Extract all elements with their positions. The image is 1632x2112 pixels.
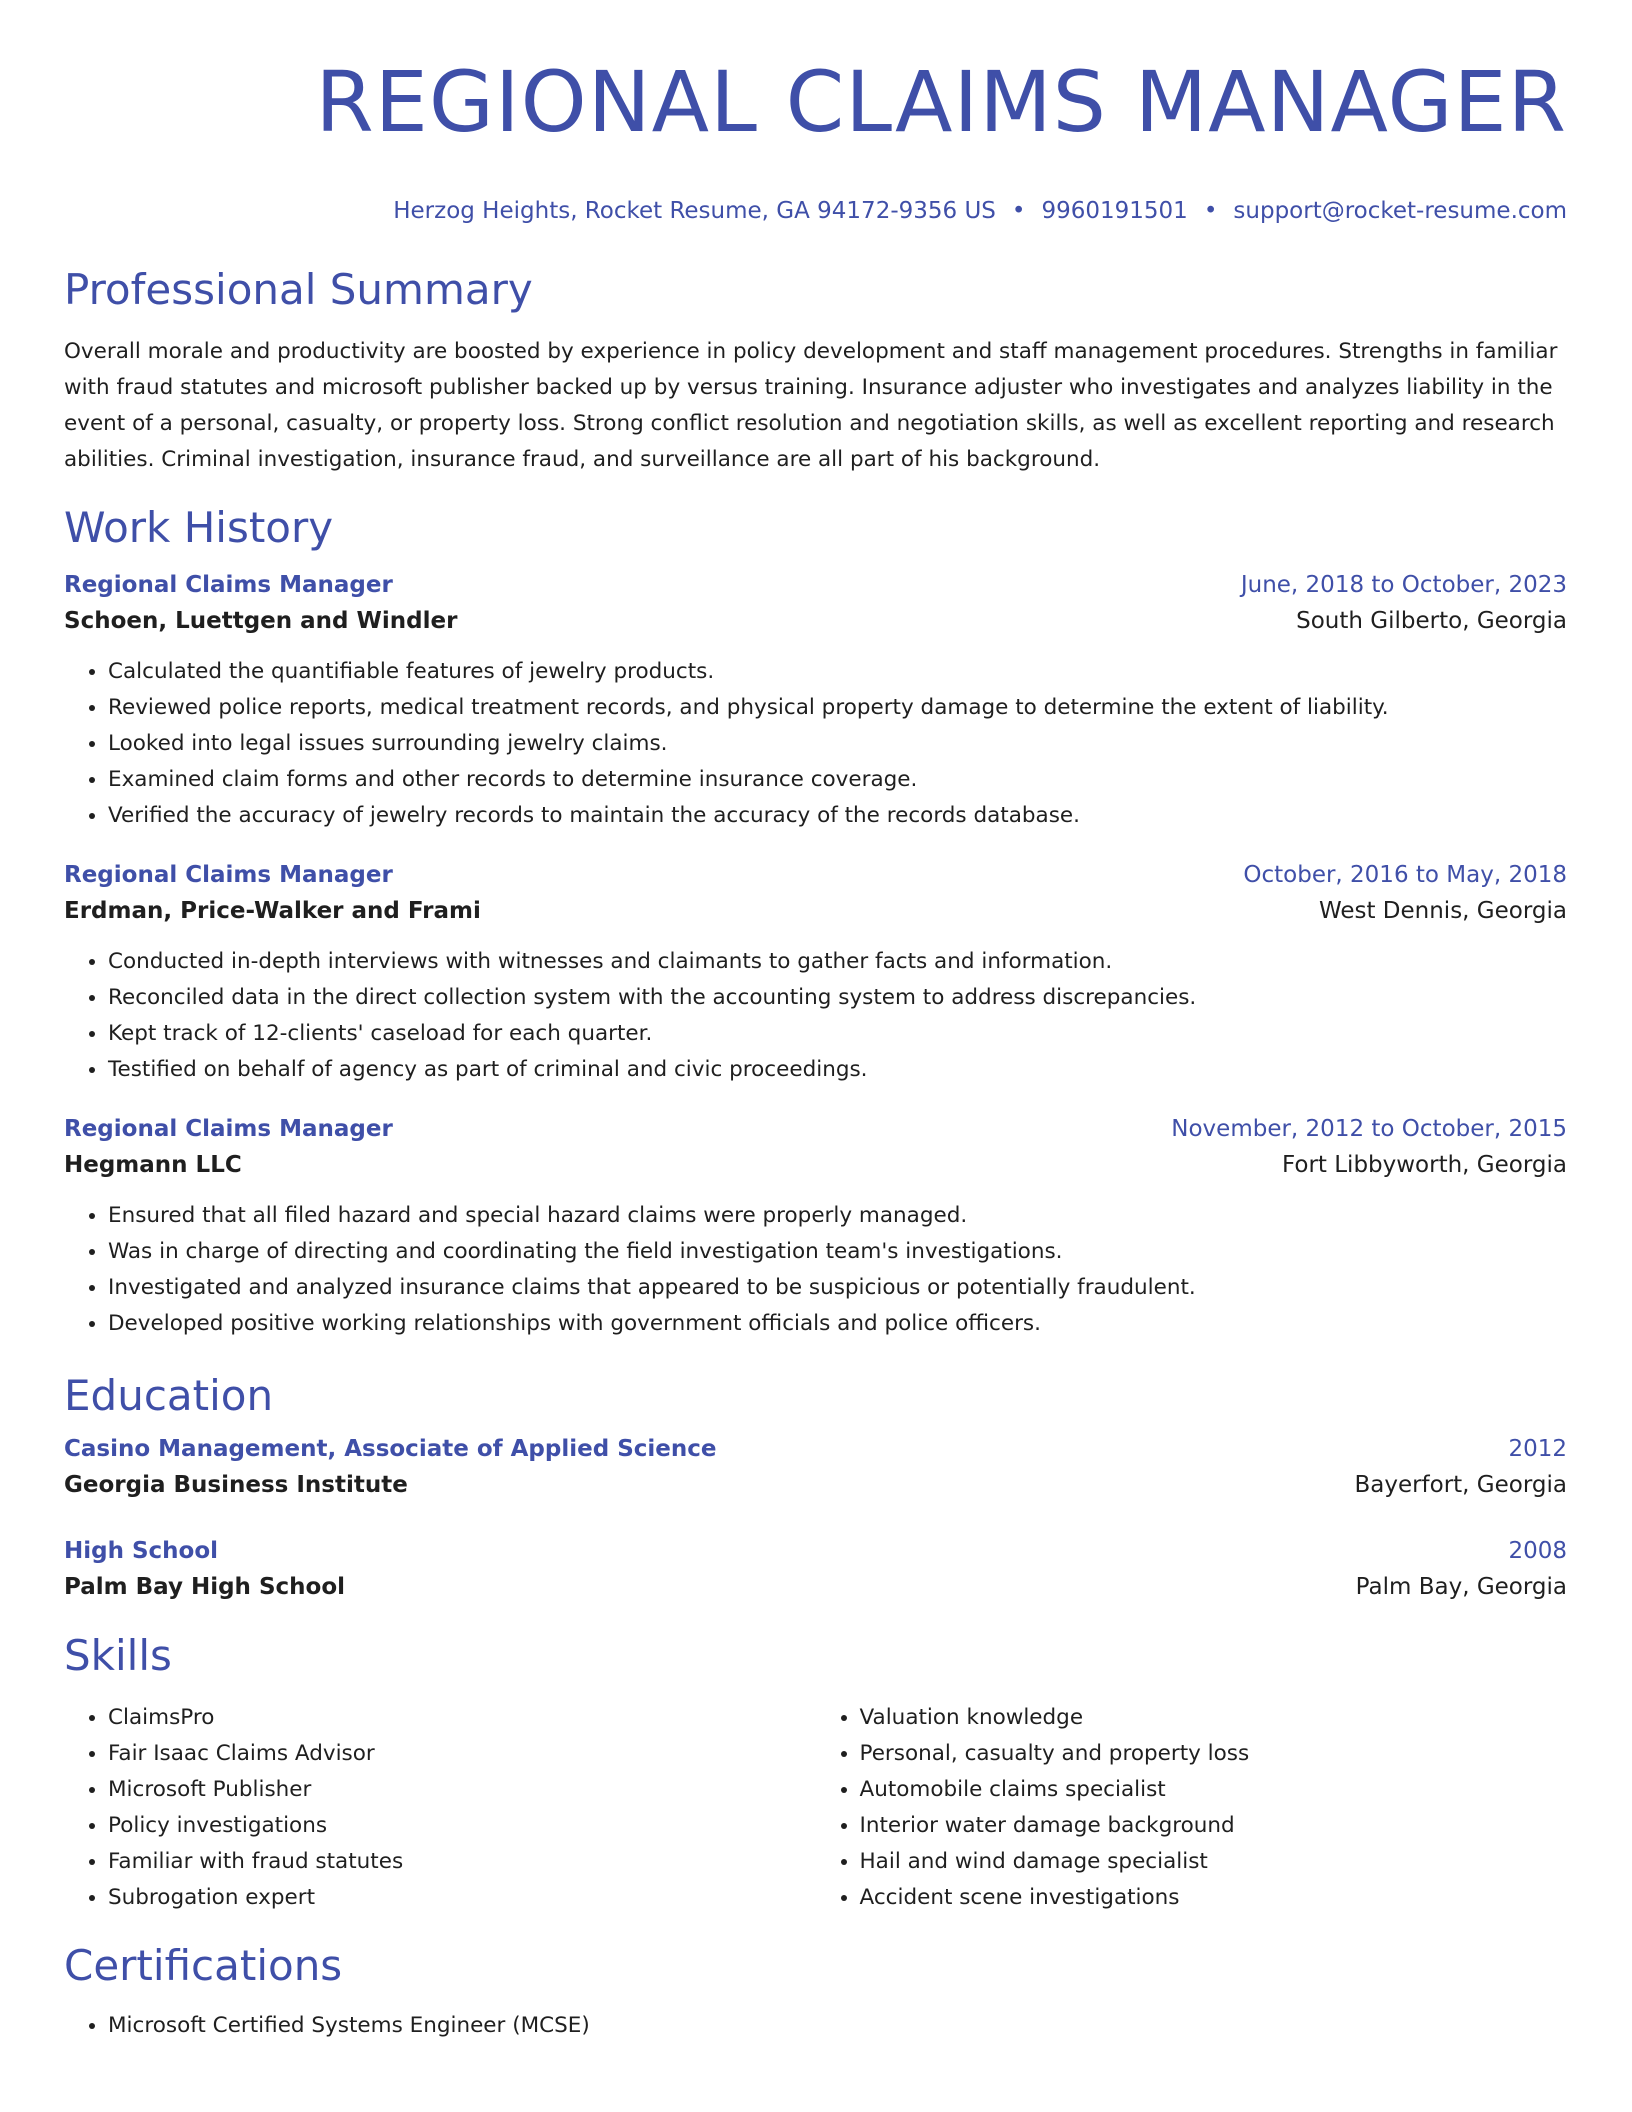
job-header [64,568,1567,602]
list-item: • Familiar with fraud statutes [108,1844,816,1880]
list-item: • Kept track of 12-clients' caseload for each quarter. [108,1016,1567,1052]
education-entry [64,1432,1567,1504]
section-title-certifications: Certifications [64,1941,343,1990]
job-header [64,858,1567,892]
resume-title: REGIONAL CLAIMS MANAGER [315,53,1567,151]
job-dates: June, 2018 to October, 2023 [1240,572,1567,598]
list-item: • Calculated the quantifiable features of jewelry products. [108,654,1567,690]
job-entry [64,1112,1567,1342]
job-bullets [64,1198,1567,1342]
job-subheader [64,602,1567,640]
list-item: • Microsoft Publisher [108,1772,816,1808]
job-bullets [64,944,1567,1088]
job-location: Fort Libbyworth, Georgia [1281,1152,1567,1178]
section-title-work: Work History [64,503,334,552]
education-school: Palm Bay High School [64,1574,345,1600]
contact-line [64,196,1567,226]
education-header [64,1534,1567,1568]
job-company: Erdman, Price-Walker and Frami [64,898,481,924]
summary-text: Overall morale and productivity are boosted by experience in policy development and staff management procedures. Strengths in familiar with fraud statutes and microsoft publisher backed up by versus training. Insurance adjuster who investigates and analyzes liability in the event of a personal, casualty, or property loss. Strong conflict resolution and negotiation skills, as well as excellent reporting and research abilities. Criminal investigation, insurance fraud, and surveillance are all part of his background. [64,339,1558,472]
list-item: • Subrogation expert [108,1880,816,1916]
list-item: • Testified on behalf of agency as part of criminal and civic proceedings. [108,1052,1567,1088]
job-entry [64,568,1567,834]
job-bullets [64,654,1567,834]
job-role: Regional Claims Manager [64,1116,393,1142]
list-item: • Automobile claims specialist [860,1772,1568,1808]
list-item: • Conducted in-depth interviews with witnesses and claimants to gather facts and information. [108,944,1567,980]
list-item: • Was in charge of directing and coordinating the field investigation team's investigations. [108,1234,1567,1270]
resume-page [64,0,1567,2044]
job-location: West Dennis, Georgia [1318,898,1567,924]
contact-separator: • [1203,198,1218,224]
job-dates: November, 2012 to October, 2015 [1171,1116,1567,1142]
education-year: 2012 [1508,1436,1567,1462]
list-item: • Accident scene investigations [860,1880,1568,1916]
education-entry [64,1534,1567,1606]
skills-list-right [816,1700,1568,1916]
contact-email[interactable]: support@rocket-resume.com [1233,198,1567,224]
education-school: Georgia Business Institute [64,1472,408,1498]
education-year: 2008 [1508,1538,1567,1564]
list-item: • Hail and wind damage specialist [860,1844,1568,1880]
list-item: • Reviewed police reports, medical treatment records, and physical property damage to determine the extent of liability. [108,690,1567,726]
list-item: • Policy investigations [108,1808,816,1844]
job-dates: October, 2016 to May, 2018 [1243,862,1567,888]
job-entry [64,858,1567,1088]
job-role: Regional Claims Manager [64,572,393,598]
education-subheader [64,1466,1567,1504]
list-item: • Examined claim forms and other records to determine insurance coverage. [108,762,1567,798]
education-header [64,1432,1567,1466]
job-company: Hegmann LLC [64,1152,242,1178]
job-header [64,1112,1567,1146]
education-degree: Casino Management, Associate of Applied Science [64,1436,717,1462]
section-title-education: Education [64,1371,274,1420]
education-degree: High School [64,1538,219,1564]
job-location: South Gilberto, Georgia [1296,608,1567,634]
job-subheader [64,1146,1567,1184]
list-item: • Verified the accuracy of jewelry records to maintain the accuracy of the records database. [108,798,1567,834]
section-title-skills: Skills [64,1631,172,1680]
section-title-summary: Professional Summary [64,265,533,314]
education-location: Bayerfort, Georgia [1354,1472,1567,1498]
education-subheader [64,1568,1567,1606]
contact-separator: • [1011,198,1026,224]
list-item: • Microsoft Certified Systems Engineer (MCSE) [108,2008,1567,2044]
list-item: • Fair Isaac Claims Advisor [108,1736,816,1772]
list-item: • Interior water damage background [860,1808,1568,1844]
job-subheader [64,892,1567,930]
list-item: • ClaimsPro [108,1700,816,1736]
certifications-list [64,2008,1567,2044]
contact-phone[interactable]: 9960191501 [1041,198,1188,224]
list-item: • Personal, casualty and property loss [860,1736,1568,1772]
list-item: • Developed positive working relationships with government officials and police officers. [108,1306,1567,1342]
contact-address: Herzog Heights, Rocket Resume, GA 94172-9356 US [393,198,996,224]
list-item: • Valuation knowledge [860,1700,1568,1736]
job-company: Schoen, Luettgen and Windler [64,608,458,634]
job-role: Regional Claims Manager [64,862,393,888]
education-location: Palm Bay, Georgia [1355,1574,1567,1600]
list-item: • Investigated and analyzed insurance claims that appeared to be suspicious or potentially fraudulent. [108,1270,1567,1306]
list-item: • Reconciled data in the direct collection system with the accounting system to address discrepancies. [108,980,1567,1016]
list-item: • Ensured that all filed hazard and special hazard claims were properly managed. [108,1198,1567,1234]
skills-list-left [64,1700,816,1916]
skills-columns [64,1700,1567,1916]
list-item: • Looked into legal issues surrounding jewelry claims. [108,726,1567,762]
